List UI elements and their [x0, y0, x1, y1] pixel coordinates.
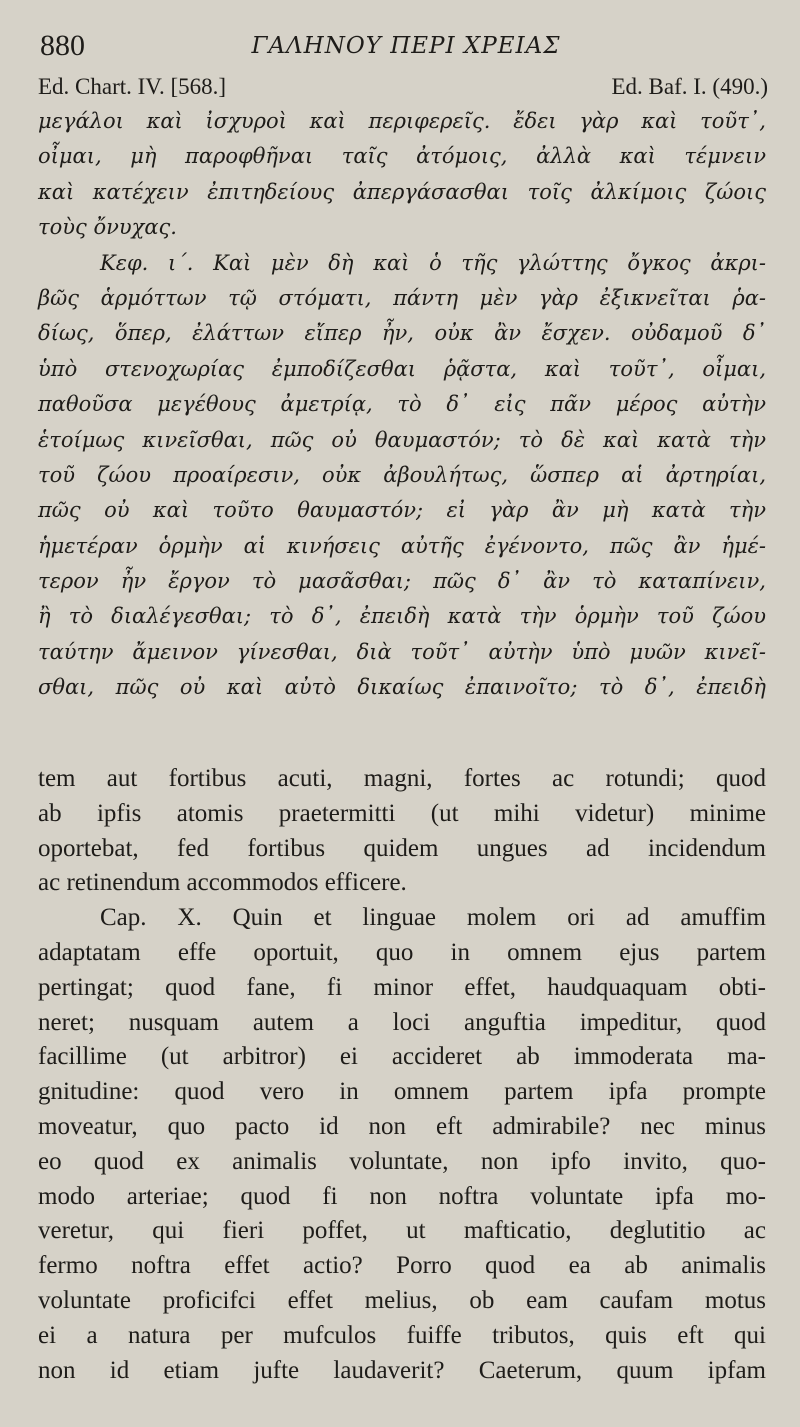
greek-line: ἡμετέραν ὁρμὴν αἱ κινήσεις αὐτῆς ἐγένοντο, πῶς ἂν ἡμέ-: [38, 533, 766, 558]
latin-line: oportebat, fed fortibus quidem ungues ad incidendum: [38, 834, 766, 862]
latin-line: ac retinendum accommodos efficere.: [38, 869, 407, 897]
edition-ref-left: Ed. Chart. IV. [568.]: [38, 74, 227, 99]
latin-line: neret; nusquam autem a loci anguftia impeditur, quod: [38, 1008, 766, 1036]
greek-line: τοὺς ὄνυχας.: [38, 215, 177, 240]
greek-line: δίως, ὅπερ, ἐλάττων εἴπερ ἦν, οὐκ ἂν ἔσχεν. οὐδαμοῦ δ᾽: [38, 321, 766, 346]
latin-line: gnitudine: quod vero in omnem partem ipfa prompte: [38, 1078, 766, 1106]
greek-line: ἑτοίμως κινεῖσθαι, πῶς οὐ θαυμαστόν; τὸ δὲ καὶ κατὰ τὴν: [38, 427, 766, 452]
greek-line: ἢ τὸ διαλέγεσθαι; τὸ δ᾽, ἐπειδὴ κατὰ τὴν ὁρμὴν τοῦ ζώου: [38, 604, 766, 629]
latin-line: adaptatam effe oportuit, quo in omnem ejus partem: [38, 938, 766, 966]
edition-references: [38, 70, 768, 104]
latin-line: eo quod ex animalis voluntate, non ipfo invito, quo-: [38, 1147, 766, 1175]
edition-ref-right: Ed. Baf. I. (490.): [611, 74, 768, 99]
greek-line: ταύτην ἄμεινον γίνεσθαι, διὰ τοῦτ᾽ αὐτὴν ὑπὸ μυῶν κινεῖ-: [38, 639, 766, 664]
latin-line: veretur, qui fieri poffet, ut mafticatio, deglutitio ac: [38, 1217, 766, 1245]
latin-line: modo arteriae; quod fi non noftra voluntate ipfa mo-: [38, 1182, 766, 1210]
latin-line: tem aut fortibus acuti, magni, fortes ac rotundi; quod: [38, 765, 766, 792]
greek-text-block: [38, 104, 766, 706]
latin-line: non id etiam jufte laudaverit? Caeterum, quum ipfam: [38, 1356, 766, 1384]
running-title: ΓΑΛΗΝΟΥ ΠΕΡΙ ΧΡΕΙΑΣ: [251, 33, 561, 59]
latin-text-block: [38, 762, 766, 1388]
greek-line: οἶμαι, μὴ παροφθῆναι ταῖς ἀτόμοις, ἀλλὰ καὶ τέμνειν: [38, 144, 766, 169]
page-header: [40, 28, 772, 64]
greek-line: τοῦ ζώου προαίρεσιν, οὐκ ἀβουλήτως, ὥσπερ αἱ ἀρτηρίαι,: [38, 462, 766, 487]
greek-chapter-heading-line: Κεφ. ι΄. Καὶ μὲν δὴ καὶ ὁ τῆς γλώττης ὄγκος ἀκρι-: [100, 250, 766, 275]
greek-line: καὶ κατέχειν ἐπιτηδείους ἀπεργάσασθαι τοῖς ἀλκίμοις ζώοις: [38, 179, 766, 204]
latin-line: fermo noftra effet actio? Porro quod ea ab animalis: [38, 1252, 766, 1280]
latin-line: ab ipfis atomis praetermitti (ut mihi videtur) minime: [38, 799, 766, 827]
greek-line: πῶς οὐ καὶ τοῦτο θαυμαστόν; εἰ γὰρ ἂν μὴ κατὰ τὴν: [38, 498, 766, 523]
latin-line: voluntate proficifci effet melius, ob eam caufam motus: [38, 1286, 766, 1314]
latin-chapter-heading-line: Cap. X. Quin et linguae molem ori ad amuffim: [100, 904, 766, 932]
latin-line: facillime (ut arbitror) ei accideret ab immoderata ma-: [38, 1043, 766, 1071]
greek-line: μεγάλοι καὶ ἰσχυροὶ καὶ περιφερεῖς. ἔδει γὰρ καὶ τοῦτ᾽,: [38, 109, 766, 133]
latin-line: ei a natura per mufculos fuiffe tributos, quis eft qui: [38, 1321, 766, 1349]
greek-line: ὑπὸ στενοχωρίας ἐμποδίζεσθαι ῥᾷστα, καὶ τοῦτ᾽, οἶμαι,: [38, 356, 766, 381]
greek-line: βῶς ἁρμόττων τῷ στόματι, πάντη μὲν γὰρ ἐξικνεῖται ῥα-: [38, 285, 766, 310]
greek-line: σθαι, πῶς οὐ καὶ αὐτὸ δικαίως ἐπαινοῖτο; τὸ δ᾽, ἐπειδὴ: [38, 675, 766, 700]
latin-line: moveatur, quo pacto id non eft admirabile? nec minus: [38, 1112, 766, 1140]
latin-line: pertingat; quod fane, fi minor effet, haudquaquam obti-: [38, 973, 766, 1001]
greek-line: παθοῦσα μεγέθους ἀμετρίᾳ, τὸ δ᾽ εἰς πᾶν μέρος αὐτὴν: [38, 392, 766, 417]
page-number: 880: [40, 29, 85, 62]
greek-line: τερον ἦν ἔργον τὸ μασᾶσθαι; πῶς δ᾽ ἂν τὸ καταπίνειν,: [38, 569, 766, 594]
